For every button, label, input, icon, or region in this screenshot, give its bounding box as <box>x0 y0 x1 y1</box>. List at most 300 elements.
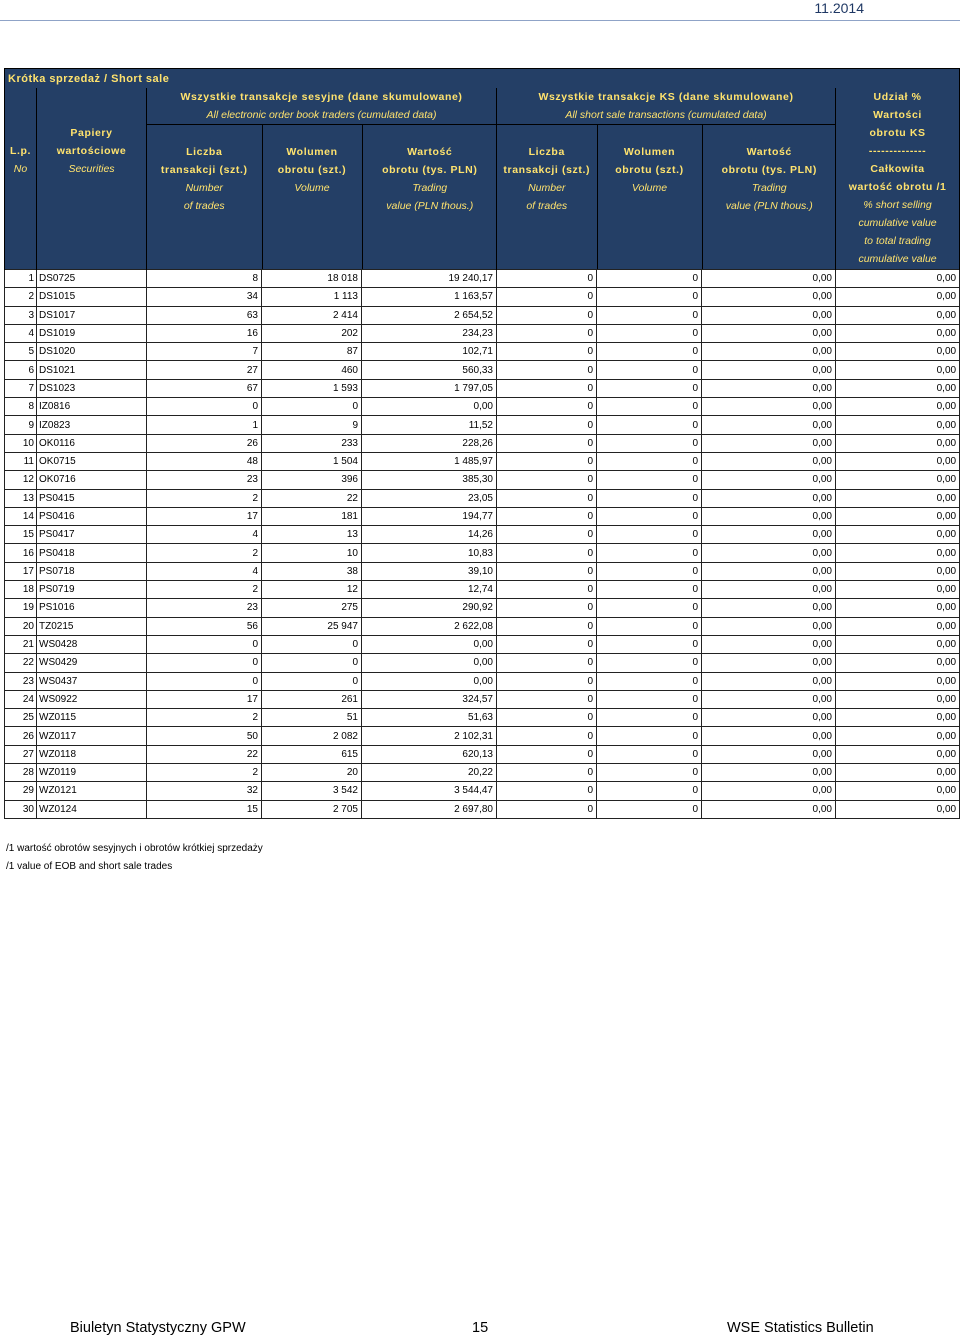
session-value-cell: 23,05 <box>362 489 497 507</box>
col-s-volume-en1: Volume <box>294 182 330 194</box>
session-volume-cell: 10 <box>262 544 362 562</box>
col-share-header <box>836 88 960 270</box>
ks-trades-cell: 0 <box>497 270 597 288</box>
table-row <box>5 489 960 507</box>
row-number-cell: 28 <box>5 764 37 782</box>
short-share-cell: 0,00 <box>836 398 960 416</box>
security-name-cell: PS0416 <box>37 507 147 525</box>
col-securities-header <box>37 88 147 270</box>
ks-value-cell: 0,00 <box>702 324 836 342</box>
security-name-cell: PS0415 <box>37 489 147 507</box>
session-value-cell: 0,00 <box>362 635 497 653</box>
col-s-value-en1: Trading <box>412 182 448 194</box>
row-number-cell: 24 <box>5 690 37 708</box>
session-value-cell: 19 240,17 <box>362 270 497 288</box>
short-share-cell: 0,00 <box>836 379 960 397</box>
row-number-cell: 16 <box>5 544 37 562</box>
ks-trades-cell: 0 <box>497 654 597 672</box>
security-name-cell: OK0715 <box>37 452 147 470</box>
session-value-cell: 2 654,52 <box>362 306 497 324</box>
session-volume-cell: 0 <box>262 398 362 416</box>
session-value-cell: 3 544,47 <box>362 782 497 800</box>
ks-trades-cell: 0 <box>497 379 597 397</box>
short-share-cell: 0,00 <box>836 782 960 800</box>
col-securities-pl1: Papiery <box>70 127 113 139</box>
ks-value-cell: 0,00 <box>702 471 836 489</box>
session-trades-cell: 17 <box>147 690 262 708</box>
header-row <box>5 88 960 270</box>
session-volume-cell: 2 414 <box>262 306 362 324</box>
session-volume-cell: 9 <box>262 416 362 434</box>
ks-volume-cell: 0 <box>597 416 702 434</box>
session-volume-cell: 202 <box>262 324 362 342</box>
row-number-cell: 10 <box>5 434 37 452</box>
ks-trades-cell: 0 <box>497 544 597 562</box>
col-k-trades-pl1: Liczba <box>528 146 565 158</box>
session-trades-cell: 67 <box>147 379 262 397</box>
ks-trades-cell: 0 <box>497 672 597 690</box>
session-trades-cell: 7 <box>147 343 262 361</box>
session-volume-cell: 20 <box>262 764 362 782</box>
ks-value-cell: 0,00 <box>702 379 836 397</box>
security-name-cell: DS1019 <box>37 324 147 342</box>
session-value-cell: 620,13 <box>362 745 497 763</box>
short-share-cell: 0,00 <box>836 507 960 525</box>
security-name-cell: WS0437 <box>37 672 147 690</box>
ks-value-cell: 0,00 <box>702 507 836 525</box>
group-ks-pl: Wszystkie transakcje KS (dane skumulowane) <box>538 91 794 103</box>
row-number-cell: 30 <box>5 800 37 818</box>
table-row <box>5 745 960 763</box>
ks-volume-cell: 0 <box>597 745 702 763</box>
ks-trades-cell: 0 <box>497 800 597 818</box>
ks-value-cell: 0,00 <box>702 764 836 782</box>
col-s-trades-en1: Number <box>185 182 223 194</box>
table-row <box>5 288 960 306</box>
short-share-cell: 0,00 <box>836 617 960 635</box>
row-number-cell: 7 <box>5 379 37 397</box>
table-row <box>5 398 960 416</box>
table-row <box>5 800 960 818</box>
footnote-en: /1 value of EOB and short sale trades <box>6 861 173 872</box>
footer-publication-en: WSE Statistics Bulletin <box>727 1320 874 1336</box>
security-name-cell: WS0428 <box>37 635 147 653</box>
session-value-cell: 51,63 <box>362 709 497 727</box>
row-number-cell: 12 <box>5 471 37 489</box>
session-trades-cell: 16 <box>147 324 262 342</box>
short-share-cell: 0,00 <box>836 526 960 544</box>
session-volume-cell: 2 082 <box>262 727 362 745</box>
security-name-cell: WZ0117 <box>37 727 147 745</box>
col-lp-header <box>5 88 37 270</box>
col-s-trades-en2: of trades <box>183 200 225 212</box>
short-share-cell: 0,00 <box>836 324 960 342</box>
short-sale-table-container <box>4 68 959 819</box>
short-share-cell: 0,00 <box>836 416 960 434</box>
ks-volume-cell: 0 <box>597 562 702 580</box>
short-share-cell: 0,00 <box>836 562 960 580</box>
security-name-cell: DS1021 <box>37 361 147 379</box>
session-value-cell: 290,92 <box>362 599 497 617</box>
ks-volume-cell: 0 <box>597 599 702 617</box>
security-name-cell: DS1023 <box>37 379 147 397</box>
security-name-cell: WS0922 <box>37 690 147 708</box>
ks-volume-cell: 0 <box>597 343 702 361</box>
session-value-cell: 0,00 <box>362 398 497 416</box>
row-number-cell: 11 <box>5 452 37 470</box>
ks-value-cell: 0,00 <box>702 654 836 672</box>
security-name-cell: DS1020 <box>37 343 147 361</box>
session-value-cell: 102,71 <box>362 343 497 361</box>
ks-trades-cell: 0 <box>497 690 597 708</box>
session-trades-cell: 4 <box>147 562 262 580</box>
session-trades-cell: 2 <box>147 544 262 562</box>
session-value-cell: 1 797,05 <box>362 379 497 397</box>
ks-volume-cell: 0 <box>597 544 702 562</box>
row-number-cell: 21 <box>5 635 37 653</box>
ks-trades-cell: 0 <box>497 562 597 580</box>
session-trades-cell: 26 <box>147 434 262 452</box>
ks-trades-cell: 0 <box>497 434 597 452</box>
security-name-cell: TZ0215 <box>37 617 147 635</box>
row-number-cell: 18 <box>5 581 37 599</box>
security-name-cell: DS1017 <box>37 306 147 324</box>
security-name-cell: IZ0816 <box>37 398 147 416</box>
session-trades-cell: 22 <box>147 745 262 763</box>
short-share-cell: 0,00 <box>836 599 960 617</box>
row-number-cell: 4 <box>5 324 37 342</box>
short-share-cell: 0,00 <box>836 672 960 690</box>
short-share-cell: 0,00 <box>836 544 960 562</box>
row-number-cell: 25 <box>5 709 37 727</box>
security-name-cell: OK0716 <box>37 471 147 489</box>
row-number-cell: 27 <box>5 745 37 763</box>
session-value-cell: 2 622,08 <box>362 617 497 635</box>
ks-value-cell: 0,00 <box>702 617 836 635</box>
short-share-cell: 0,00 <box>836 581 960 599</box>
session-trades-cell: 2 <box>147 764 262 782</box>
table-row <box>5 764 960 782</box>
ks-trades-cell: 0 <box>497 343 597 361</box>
ks-value-cell: 0,00 <box>702 343 836 361</box>
table-row <box>5 270 960 288</box>
group-share-pl: Udział % <box>873 91 922 103</box>
ks-value-cell: 0,00 <box>702 745 836 763</box>
footnotes <box>6 840 263 876</box>
ks-value-cell: 0,00 <box>702 635 836 653</box>
col-lp-pl: L.p. <box>9 145 32 157</box>
session-volume-cell: 12 <box>262 581 362 599</box>
col-k-volume-pl1: Wolumen <box>623 146 676 158</box>
session-volume-cell: 3 542 <box>262 782 362 800</box>
session-trades-cell: 8 <box>147 270 262 288</box>
session-trades-cell: 2 <box>147 709 262 727</box>
col-k-trades-header <box>497 125 597 269</box>
ks-value-cell: 0,00 <box>702 800 836 818</box>
session-value-cell: 1 163,57 <box>362 288 497 306</box>
ks-volume-cell: 0 <box>597 324 702 342</box>
table-row <box>5 599 960 617</box>
session-volume-cell: 51 <box>262 709 362 727</box>
session-value-cell: 11,52 <box>362 416 497 434</box>
session-trades-cell: 23 <box>147 599 262 617</box>
ks-trades-cell: 0 <box>497 471 597 489</box>
ks-value-cell: 0,00 <box>702 398 836 416</box>
session-volume-cell: 38 <box>262 562 362 580</box>
session-value-cell: 228,26 <box>362 434 497 452</box>
table-row <box>5 709 960 727</box>
ks-volume-cell: 0 <box>597 398 702 416</box>
ks-volume-cell: 0 <box>597 306 702 324</box>
short-share-cell: 0,00 <box>836 800 960 818</box>
ks-trades-cell: 0 <box>497 727 597 745</box>
security-name-cell: WS0429 <box>37 654 147 672</box>
table-row <box>5 617 960 635</box>
col-k-volume-header <box>597 125 702 269</box>
session-volume-cell: 18 018 <box>262 270 362 288</box>
row-number-cell: 9 <box>5 416 37 434</box>
ks-trades-cell: 0 <box>497 635 597 653</box>
short-share-cell: 0,00 <box>836 727 960 745</box>
session-trades-cell: 0 <box>147 398 262 416</box>
ks-trades-cell: 0 <box>497 324 597 342</box>
session-volume-cell: 396 <box>262 471 362 489</box>
row-number-cell: 26 <box>5 727 37 745</box>
table-row <box>5 452 960 470</box>
ks-volume-cell: 0 <box>597 727 702 745</box>
row-number-cell: 19 <box>5 599 37 617</box>
col-share-l1: Wartości <box>873 109 922 121</box>
ks-volume-cell: 0 <box>597 507 702 525</box>
col-share-l6: % short selling <box>863 199 932 211</box>
ks-value-cell: 0,00 <box>702 288 836 306</box>
table-row <box>5 434 960 452</box>
table-row <box>5 562 960 580</box>
short-share-cell: 0,00 <box>836 654 960 672</box>
ks-value-cell: 0,00 <box>702 452 836 470</box>
security-name-cell: DS0725 <box>37 270 147 288</box>
security-name-cell: PS0417 <box>37 526 147 544</box>
session-volume-cell: 261 <box>262 690 362 708</box>
ks-value-cell: 0,00 <box>702 599 836 617</box>
session-trades-cell: 32 <box>147 782 262 800</box>
security-name-cell: IZ0823 <box>37 416 147 434</box>
session-volume-cell: 275 <box>262 599 362 617</box>
ks-value-cell: 0,00 <box>702 782 836 800</box>
table-row <box>5 343 960 361</box>
row-number-cell: 3 <box>5 306 37 324</box>
col-k-value-pl1: Wartość <box>746 146 792 158</box>
table-row <box>5 306 960 324</box>
col-s-trades-pl2: transakcji (szt.) <box>160 164 248 176</box>
col-s-value-pl1: Wartość <box>407 146 453 158</box>
session-value-cell: 14,26 <box>362 526 497 544</box>
session-value-cell: 2 102,31 <box>362 727 497 745</box>
ks-trades-cell: 0 <box>497 764 597 782</box>
ks-volume-cell: 0 <box>597 379 702 397</box>
ks-trades-cell: 0 <box>497 782 597 800</box>
col-share-l8: to total trading <box>864 235 931 247</box>
session-volume-cell: 233 <box>262 434 362 452</box>
session-trades-cell: 2 <box>147 489 262 507</box>
session-value-cell: 39,10 <box>362 562 497 580</box>
table-row <box>5 544 960 562</box>
security-name-cell: PS0719 <box>37 581 147 599</box>
ks-volume-cell: 0 <box>597 709 702 727</box>
short-share-cell: 0,00 <box>836 434 960 452</box>
ks-trades-cell: 0 <box>497 288 597 306</box>
date-stamp: 11.2014 <box>814 0 864 16</box>
ks-volume-cell: 0 <box>597 471 702 489</box>
session-trades-cell: 4 <box>147 526 262 544</box>
ks-volume-cell: 0 <box>597 782 702 800</box>
session-trades-cell: 34 <box>147 288 262 306</box>
short-share-cell: 0,00 <box>836 690 960 708</box>
table-body <box>5 270 960 819</box>
ks-volume-cell: 0 <box>597 672 702 690</box>
ks-value-cell: 0,00 <box>702 526 836 544</box>
table-title: Krótka sprzedaż / Short sale <box>5 69 960 89</box>
session-value-cell: 0,00 <box>362 672 497 690</box>
table-row <box>5 471 960 489</box>
table-row <box>5 672 960 690</box>
table-row <box>5 526 960 544</box>
ks-volume-cell: 0 <box>597 635 702 653</box>
session-volume-cell: 460 <box>262 361 362 379</box>
col-s-value-pl2: obrotu (tys. PLN) <box>382 164 478 176</box>
col-share-l4: Całkowita <box>870 163 925 175</box>
table-row <box>5 690 960 708</box>
short-share-cell: 0,00 <box>836 635 960 653</box>
row-number-cell: 23 <box>5 672 37 690</box>
col-k-trades-pl2: transakcji (szt.) <box>503 164 591 176</box>
col-share-l9: cumulative value <box>858 253 937 265</box>
ks-volume-cell: 0 <box>597 526 702 544</box>
session-value-cell: 2 697,80 <box>362 800 497 818</box>
short-share-cell: 0,00 <box>836 709 960 727</box>
session-trades-cell: 17 <box>147 507 262 525</box>
ks-volume-cell: 0 <box>597 800 702 818</box>
security-name-cell: WZ0124 <box>37 800 147 818</box>
session-value-cell: 194,77 <box>362 507 497 525</box>
ks-value-cell: 0,00 <box>702 562 836 580</box>
ks-trades-cell: 0 <box>497 306 597 324</box>
session-trades-cell: 50 <box>147 727 262 745</box>
session-volume-cell: 13 <box>262 526 362 544</box>
col-k-value-en2: value (PLN thous.) <box>725 200 813 212</box>
row-number-cell: 14 <box>5 507 37 525</box>
short-share-cell: 0,00 <box>836 452 960 470</box>
table-row <box>5 507 960 525</box>
ks-value-cell: 0,00 <box>702 672 836 690</box>
col-share-l7: cumulative value <box>858 217 937 229</box>
session-value-cell: 0,00 <box>362 654 497 672</box>
col-s-volume-pl1: Wolumen <box>286 146 338 158</box>
ks-volume-cell: 0 <box>597 581 702 599</box>
row-number-cell: 22 <box>5 654 37 672</box>
short-share-cell: 0,00 <box>836 288 960 306</box>
col-s-value-header <box>362 125 497 269</box>
row-number-cell: 6 <box>5 361 37 379</box>
footer-publication-pl: Biuletyn Statystyczny GPW <box>70 1320 246 1336</box>
col-s-value-en2: value (PLN thous.) <box>386 200 474 212</box>
short-share-cell: 0,00 <box>836 471 960 489</box>
session-volume-cell: 0 <box>262 654 362 672</box>
session-trades-cell: 0 <box>147 654 262 672</box>
col-securities-en: Securities <box>68 163 115 175</box>
ks-value-cell: 0,00 <box>702 270 836 288</box>
ks-value-cell: 0,00 <box>702 434 836 452</box>
session-value-cell: 560,33 <box>362 361 497 379</box>
session-trades-cell: 1 <box>147 416 262 434</box>
col-share-l2: obrotu KS <box>869 127 926 139</box>
table-row <box>5 361 960 379</box>
ks-trades-cell: 0 <box>497 507 597 525</box>
ks-value-cell: 0,00 <box>702 581 836 599</box>
ks-value-cell: 0,00 <box>702 544 836 562</box>
row-number-cell: 13 <box>5 489 37 507</box>
row-number-cell: 8 <box>5 398 37 416</box>
footnote-pl: /1 wartość obrotów sesyjnych i obrotów krótkiej sprzedaży <box>6 843 263 854</box>
col-s-volume-pl2: obrotu (szt.) <box>277 164 347 176</box>
short-share-cell: 0,00 <box>836 270 960 288</box>
security-name-cell: PS0718 <box>37 562 147 580</box>
security-name-cell: PS0418 <box>37 544 147 562</box>
session-volume-cell: 1 113 <box>262 288 362 306</box>
session-volume-cell: 25 947 <box>262 617 362 635</box>
table-row <box>5 324 960 342</box>
short-share-cell: 0,00 <box>836 489 960 507</box>
col-s-volume-header <box>262 125 362 269</box>
session-trades-cell: 56 <box>147 617 262 635</box>
session-volume-cell: 0 <box>262 672 362 690</box>
session-volume-cell: 87 <box>262 343 362 361</box>
ks-trades-cell: 0 <box>497 416 597 434</box>
session-value-cell: 385,30 <box>362 471 497 489</box>
table-row <box>5 635 960 653</box>
col-s-trades-header <box>147 125 262 269</box>
row-number-cell: 2 <box>5 288 37 306</box>
session-value-cell: 12,74 <box>362 581 497 599</box>
session-volume-cell: 1 504 <box>262 452 362 470</box>
ks-volume-cell: 0 <box>597 617 702 635</box>
ks-trades-cell: 0 <box>497 452 597 470</box>
security-name-cell: PS1016 <box>37 599 147 617</box>
session-volume-cell: 181 <box>262 507 362 525</box>
col-k-value-pl2: obrotu (tys. PLN) <box>721 164 817 176</box>
ks-trades-cell: 0 <box>497 581 597 599</box>
row-number-cell: 15 <box>5 526 37 544</box>
short-share-cell: 0,00 <box>836 361 960 379</box>
ks-value-cell: 0,00 <box>702 690 836 708</box>
ks-value-cell: 0,00 <box>702 306 836 324</box>
col-k-volume-pl2: obrotu (szt.) <box>615 164 684 176</box>
session-value-cell: 1 485,97 <box>362 452 497 470</box>
table-row <box>5 654 960 672</box>
table-row <box>5 727 960 745</box>
ks-trades-cell: 0 <box>497 398 597 416</box>
session-trades-cell: 48 <box>147 452 262 470</box>
table-row <box>5 782 960 800</box>
group-ks-en: All short sale transactions (cumulated data) <box>497 106 835 125</box>
ks-volume-cell: 0 <box>597 434 702 452</box>
ks-trades-cell: 0 <box>497 599 597 617</box>
col-k-volume-en1: Volume <box>631 182 668 194</box>
row-number-cell: 20 <box>5 617 37 635</box>
security-name-cell: WZ0115 <box>37 709 147 727</box>
col-lp-en: No <box>13 163 28 175</box>
group-sessional-en: All electronic order book traders (cumulated data) <box>147 106 496 125</box>
